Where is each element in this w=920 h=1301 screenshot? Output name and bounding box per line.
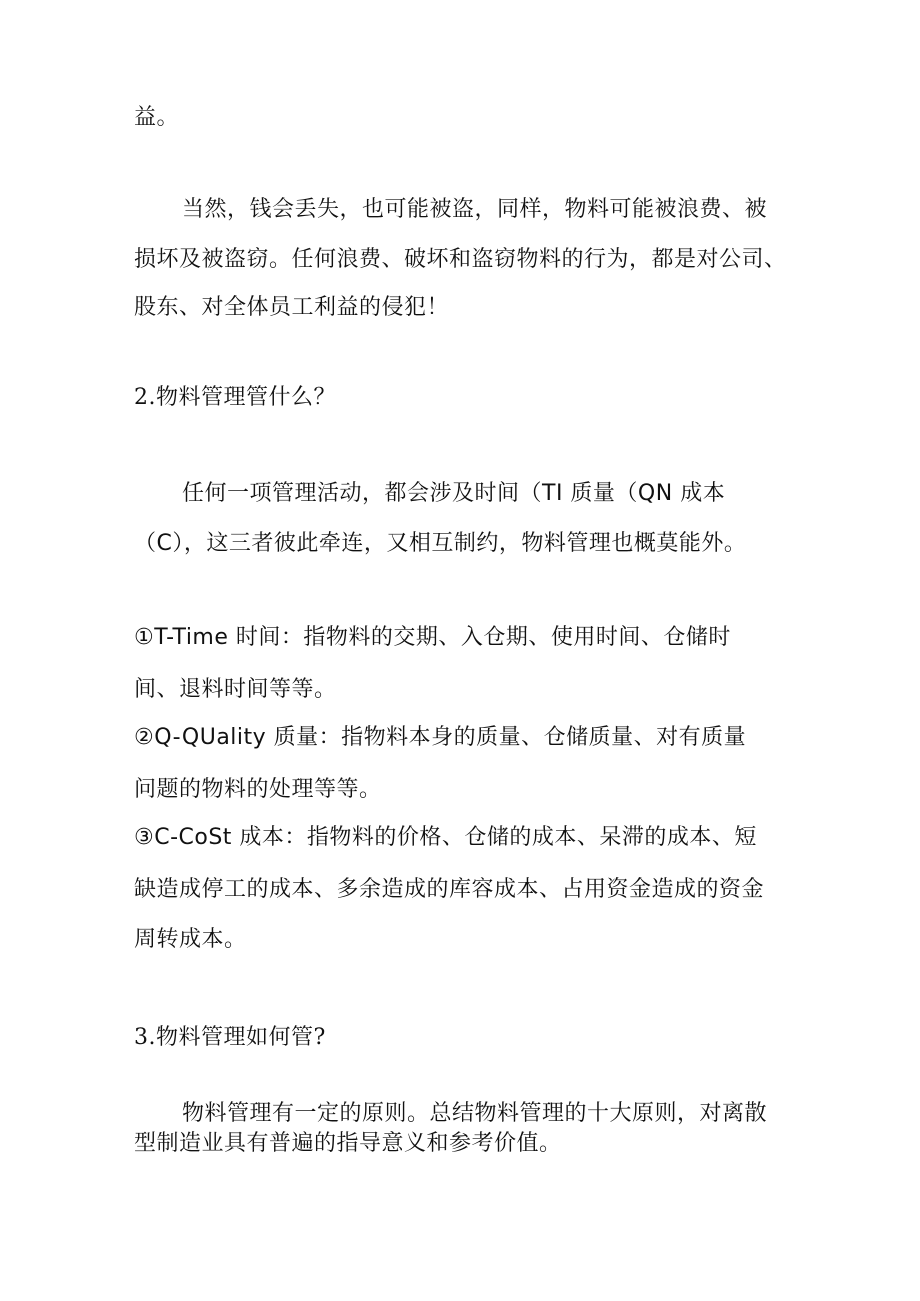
item-cost-line-2: 缺造成停工的成本、多余造成的库容成本、占用资金造成的资金: [134, 877, 765, 902]
paragraph-1-line-1: 当然，钱会丢失，也可能被盗，同样，物料可能被浪费、被: [182, 197, 768, 222]
paragraph-3-line-2: 型制造业具有普遍的指导意义和参考价值。: [134, 1131, 562, 1156]
item-time-line-2: 间、退料时间等等。: [134, 677, 337, 702]
item-quality-line-2: 问题的物料的处理等等。: [134, 777, 382, 802]
item-cost-line-3: 周转成本。: [134, 927, 247, 952]
paragraph-2-line-2: （C），这三者彼此牵连，又相互制约，物料管理也概莫能外。: [134, 531, 747, 556]
item-time-line-1: ①T-Time 时间：指物料的交期、入仓期、使用时间、仓储时: [134, 625, 731, 650]
paragraph-1-line-2: 损坏及被盗窃。任何浪费、破坏和盗窃物料的行为，都是对公司、: [134, 247, 787, 272]
paragraph-continuation: 益。: [134, 105, 180, 130]
item-cost-line-1: ③C-CoSt 成本：指物料的价格、仓储的成本、呆滞的成本、短: [134, 825, 757, 850]
item-quality-line-1: ②Q-QUality 质量：指物料本身的质量、仓储质量、对有质量: [134, 725, 747, 750]
paragraph-3-line-1: 物料管理有一定的原则。总结物料管理的十大原则，对离散: [182, 1101, 768, 1126]
paragraph-2-line-1: 任何一项管理活动，都会涉及时间（TI 质量（QN 成本: [182, 481, 726, 506]
paragraph-1-line-3: 股东、对全体员工利益的侵犯！: [134, 295, 450, 320]
section-heading-3: 3.物料管理如何管?: [134, 1025, 326, 1050]
section-heading-2: 2.物料管理管什么？: [134, 385, 336, 410]
